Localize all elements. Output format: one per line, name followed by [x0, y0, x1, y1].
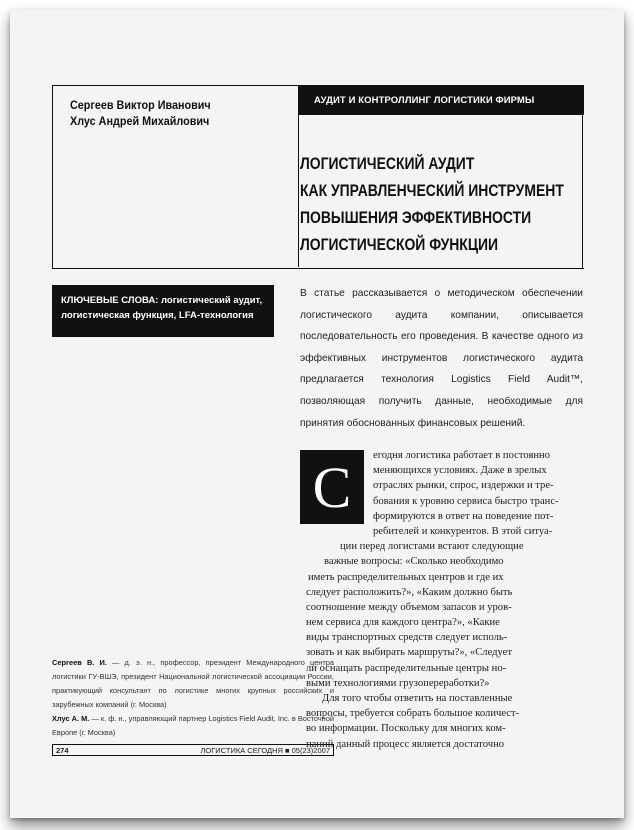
body-text [300, 448, 583, 752]
body-line: иметь распределительных центров и где их [308, 571, 504, 583]
keywords-box: КЛЮЧЕВЫЕ СЛОВА: логистический аудит, логистическая функция, LFA-технология [52, 285, 274, 337]
body-line: важные вопросы: «Сколько необходимо [324, 556, 504, 568]
drop-cap: С [300, 450, 364, 524]
title-line: ЛОГИСТИЧЕСКИЙ АУДИТ [300, 154, 475, 173]
body-line: соотношение между объемом запасов и уров- [306, 601, 512, 613]
body-line: меняющихся условиях. Даже в зрелых [373, 465, 547, 477]
footnote-author-name: Хлус А. М. [52, 714, 90, 723]
body-line: отраслях рынки, спрос, издержки и тре- [373, 480, 554, 492]
footnote-author-name: Сергеев В. И. [52, 658, 107, 667]
body-line: ции перед логистами встают следующие [340, 541, 524, 553]
author-footnote [52, 656, 334, 740]
header-right-border [582, 115, 583, 268]
body-line: формируются в ответ на поведение пот- [373, 510, 554, 522]
author-names [70, 97, 211, 129]
body-line: егодня логистика работает в постоянно [373, 450, 550, 461]
body-line: зовать и как выбирать маршруты?», «Следует [306, 647, 513, 659]
body-line: выми технологиями грузопереработки?» [306, 677, 490, 689]
title-line: КАК УПРАВЛЕНЧЕСКИЙ ИНСТРУМЕНТ [300, 181, 564, 200]
abstract: В статье рассказывается о методическом обеспечении логистического аудита компании, описывается последовательность его проведения. В качестве одного из эффективных инструментов логистического аудита предлагается технология Logistics Field Audit™, позволяющая получить данные, необходимые для принятия обоснованных финансовых решений. [300, 288, 583, 429]
body-line: следует расположить?», «Каким должно быть [306, 586, 513, 598]
body-line: ли оснащать распределительные центры но- [306, 662, 507, 674]
body-line: виды транспортных средств следует исполь- [306, 632, 508, 644]
article-title [300, 150, 564, 258]
body-line: Для того чтобы ответить на поставленные [322, 693, 513, 704]
author-name: Сергеев Виктор Иванович [70, 98, 211, 112]
section-heading: АУДИТ И КОНТРОЛЛИНГ ЛОГИСТИКИ ФИРМЫ [298, 85, 584, 115]
title-line: ЛОГИСТИЧЕСКОЙ ФУНКЦИИ [300, 235, 499, 254]
page-footer [52, 744, 334, 756]
body-line: вопросы, требуется собрать большое количест- [306, 708, 520, 720]
body-line: бования к уровню сервиса быстро транс- [373, 495, 559, 507]
body-line: во информации. Поскольку для многих ком- [306, 723, 506, 735]
body-line: ребителей и конкурентов. В этой ситуа- [373, 525, 553, 537]
author-name: Хлус Андрей Михайлович [70, 114, 210, 128]
body-line: паний данный процесс является достаточно [306, 738, 505, 750]
body-line: нем сервиса для каждого центра?», «Какие [306, 617, 500, 629]
title-line: ПОВЫШЕНИЯ ЭФФЕКТИВНОСТИ [300, 208, 532, 227]
page-number: 274 [56, 745, 69, 755]
journal-issue: ЛОГИСТИКА СЕГОДНЯ ■ 05(23)2007 [200, 745, 330, 755]
footnote-author-bio: — к. ф. н., управляющий партнер Logistics Field Audit, Inc. в Восточной Европе (г. Москва) [52, 714, 335, 737]
footnote-author-bio: — д. э. н., профессор, президент Международного центра логистики ГУ-ВШЭ, президент Национальной логистической ассоциации России, практикующий консультант по логистике многих крупных российских и зарубежных компаний (г. Москва) [52, 658, 334, 709]
